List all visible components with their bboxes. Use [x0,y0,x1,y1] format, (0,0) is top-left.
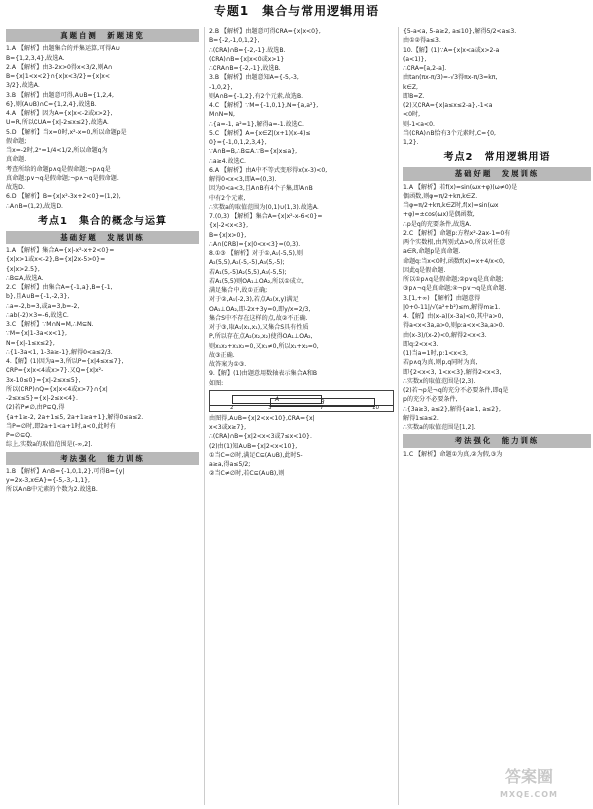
text-line: 则A∩B={-1,2},有2个元素,故选B. [209,92,304,100]
text-line: 3/2},故选A. [6,82,40,90]
text-line: ∵M={x|1-3a<x<1}, [6,330,67,338]
text-line: {x|x>1或x<-2},B={x|2x-5>0}= [6,256,106,264]
text-line: 真命题;p∨¬q是假命题;¬p∧¬q是假命题. [6,174,119,182]
text-line: 综上,实数a的取值范围是(-∞,2]. [6,441,93,449]
text-line: ②当C≠∅时,若C⊆(A∪B),则 [209,470,285,478]
text-line: b},且A∪B={-1,-2,3}, [6,293,70,301]
answer-block [403,27,591,147]
text-line: 即q:2<x<3. [403,340,439,348]
text-line: (2)由(1)知A∪B={x|2<x<10}, [209,442,298,450]
text-line: 故③正确. [209,351,235,359]
text-line: 即B=Z. [403,92,425,100]
text-line: ∴∁RA∩B={-2,-1},故选B. [209,65,281,72]
text-line: ∴p是q的充要条件,故选A. [403,220,472,228]
text-line: 1.A 【解析】集合A={x|-x²-x+2<0}= [6,247,115,255]
section-band: 真题自测 新题速览 [6,29,199,42]
text-line: 当x=-2时,2ˣ=1/4<1/2,所以命题q为 [6,147,108,154]
text-line: 4.【解】(1)因为a=3,所以P={x|4≤x≤7}, [6,358,124,366]
text-line: 如图: [209,379,224,387]
text-line: 0}={-1,0,1,2,3,4}, [209,139,267,146]
column-right [398,27,591,805]
tick-label: 3 [268,405,272,412]
text-line: ∴{a=-1, a²=1},解得a=-1.故选C. [209,120,304,128]
text-line: ∴A∩B=(1,2),故选D. [6,202,63,210]
text-line: |0+0-11|/√(a²+b²)≤m,解得m≥1. [403,303,501,311]
text-line: 假命题; [6,137,27,145]
text-line: a∈R,命题p是真命题. [403,248,461,256]
watermark-url: MXQE.COM [499,790,559,800]
text-line: B={x|1<x<2}∩{x|x<3/2}={x|x< [6,73,111,80]
text-line: ∵A∩B=B,∴B⊆A.∵B={x|x≤a}, [209,148,298,156]
text-line: 若A₁(5,-5)A₂(5,5),A₃(-5,5); [209,268,287,276]
text-line: 真命题. [6,156,27,164]
text-line: 4.A 【解析】因为A={x|x<-2或x>2}, [6,110,113,117]
section-band: 基础好题 发展训练 [403,167,591,180]
text-line: 6},则(A∪B)∩C={1,2,4},故选B. [6,100,97,108]
text-line: 偶函数,则φ=π/2+kπ,k∈Z. [403,192,478,200]
text-line: 6.D 【解析】B={x|x²-3x+2<0}=(1,2), [6,193,121,201]
text-line: 当(∁RA)∩B恰有3个元素时,C={0, [403,129,496,137]
tick-label: 7 [320,405,324,412]
text-line: 即{2<x<3, 1<x<3},解得2<x<3, [403,368,502,376]
text-line: 7.(0,3) 【解析】集合A={x|x²-x-6<0}= [209,213,323,220]
text-line: {a+1≥-2, 2a+1≤5, 2a+1≥a+1},解得0≤a≤2. [6,413,144,421]
text-line: ③p∧¬q是真命题;④¬p∨¬q是真命题. [403,285,507,293]
text-line: {x|-2<x<3}, [209,222,249,230]
text-line: 则x₁x₂+x₁x₂=0,又x₁≠0,所以x₁+x₂=0, [209,342,319,350]
text-line: 当P=∅时,即2a+1<a+1时,a<0,此时有 [6,422,116,430]
page-title: 专题1 集合与常用逻辑用语 [213,4,380,18]
text-line: OA₁⊥OA₂,即-2x+3y=0,即y/x=2/3, [209,305,311,313]
text-line: 3.B 【解析】由题意知A={-5,-3, [209,74,299,82]
answer-block [6,246,199,450]
text-line: 2.B 【解析】由题意可得∁RA={x|x<0}, [209,28,321,35]
answer-block [209,414,394,479]
text-line: y=2x-3,x∈A}={-5,-3,-1,1}, [6,477,90,485]
text-line: x<3或x≥7}, [209,424,247,431]
text-line: 1.B 【解析】A∩B={-1,0,1,2},可得B={y| [6,467,125,475]
text-line: 两个实数根,由判别式Δ>0,所以对任意 [403,239,506,247]
text-line: {x|x>2.5}, [6,265,40,273]
text-line: B={x|x>0}, [209,231,247,239]
text-line: 5.C 【解析】A={x∈Z|(x+1)(x-4)≤ [209,129,311,137]
column-left [6,27,199,805]
answer-block [403,183,591,433]
tick-label: 2 [230,405,234,412]
text-line: ∴实数a的取值范围是[1,2]. [403,424,476,432]
text-line: 满足集合中,故①正确; [209,287,268,294]
text-line: P,所以存在点A₂(x₂,x₂)使得OA₁⊥OA₂, [209,333,313,341]
text-line: ①当C=∅时,满足C⊆(A∪B),此时5- [209,451,303,459]
text-line: +φ)=±cos(ωx)是偶函数, [403,211,475,219]
text-line: ∴(∁RA)∩B={-2,-1}.故选B. [209,46,286,54]
text-line: 1.C 【解析】命题①为真,②为假,③为 [403,450,503,458]
text-line: 5.D 【解析】当x=0时,x²-x=0,所以命题p是 [6,128,127,136]
text-line: (2)若¬p是¬q的充分不必要条件,即q是 [403,387,509,395]
text-line: 解得1≤a≤2. [403,414,439,422]
text-line: B={1,2,3,4},故选A. [6,54,65,62]
text-line: B={-2,-1,0,1,2}, [209,37,260,45]
text-line: 2.A 【解析】由3-2x>0得x<3/2,则A∩ [6,63,113,71]
text-line: (∁RA)∩B={x|x<0或x>1} [209,55,285,63]
text-line: 8.①③ 【解析】对于①,A₁(-5,5),则 [209,250,303,257]
text-line: (2)又∁RA={x|a≤x≤2-a},-1<a [403,102,493,109]
text-line: -2≤x≤5}={x|-2≤x<4}. [6,395,78,403]
text-line: P=∅⊆Q. [6,432,32,440]
text-line: 3.C 【解析】∵M∩N=M,∴M⊆N. [6,321,94,329]
text-line: 所以A∩B中元素的个数为2.故选B. [6,486,98,494]
text-line: 若p∧q为真,则p,q同时为真, [403,359,478,367]
text-line: 故选D. [6,184,25,191]
text-line: 命题q:当x<0时,函数f(x)=x+4/x<0, [403,257,505,265]
text-line: 9.【解】(1)由题意用数轴表示集合A和B [209,370,318,378]
text-line: 2.C 【解析】命题p:方程x²-2ax-1=0有 [403,229,511,237]
answer-block [209,27,394,388]
text-line: 10.【解】(1)∵A={x|x<a或x>2-a [403,46,500,54]
number-axis [210,405,393,406]
column-middle [204,27,394,805]
text-line: 1,2}. [403,139,419,146]
text-line: 2.C 【解析】由集合A={-1,a},B={-1, [6,284,113,292]
number-line-figure [209,390,394,412]
text-line: 因此q是假命题. [403,266,446,274]
text-line: (2)若P≠∅,由P⊆Q,得 [6,404,65,412]
text-line: ∴∁RA=[a,2-a]. [403,65,447,72]
text-line: 4.C 【解析】∵M={-1,0,1},N={a,a²}, [209,102,319,109]
text-line: -1,0,2}, [209,83,233,91]
section-band: 考法强化 能力训练 [6,452,199,465]
site-watermark [469,765,589,803]
text-line: a≥a,得a≤5/2; [209,461,251,468]
text-line: 集合S中不存在这样的点,故②不正确. [209,314,308,322]
set-a-box: A [232,395,322,404]
text-line: ∴a≥4.故选C. [209,157,246,165]
text-line: 所以①p∧q是假命题;②p∨q是真命题; [403,276,504,284]
text-line: (a<1)}, [403,55,427,63]
text-line: 由图得,A∪B={x|2<x<10},∁RA={x| [209,414,315,422]
text-line: 4.【解】由(x-a)(x-3a)<0,其中a>0, [403,313,504,321]
text-line: {5-a<a, 5-a≥2, a≤10},解得5/2<a≤3. [403,28,517,35]
text-line: 考查所给的命题p∧q是假命题;¬p∧q是 [6,165,111,173]
text-line: ∴{1-3a<1, 1-3a≥-1},解得0<a≤2/3. [6,348,113,356]
answer-block [403,450,591,459]
topic-heading: 考点2 常用逻辑用语 [443,152,551,164]
text-line: 解得0<x<3,即A=(0,3). [209,176,277,183]
text-line: ∴a=-2,b=3,或a=3,b=-2, [6,302,80,310]
text-line: 若A₁(5,5)则OA₁⊥OA₂,所以①成立, [209,277,304,285]
text-line: ∴ab(-2)×3=-6,故选C. [6,311,69,319]
text-line: 6.A 【解析】由A中不等式变形得x(x-3)<0, [209,166,328,174]
text-line: ∁RP={x|x<4或x>7}.又Q={x|x²- [6,367,104,375]
text-line: ∴(∁RA)∩B={x|2<x<3或7≤x<10}. [209,433,312,441]
text-line: 由(x-3)/(x-2)<0,解得2<x<3. [403,331,487,339]
text-line: 3x-10≤0}={x|-2≤x≤5}, [6,376,81,384]
text-line: 则-1<a<0. [403,120,435,128]
text-line: 故答案为①③. [209,361,247,368]
text-line: 对于②,A₁(-2,3),若点A₂(x,y)满足 [209,296,299,304]
text-line: 当φ=π/2+kπ,k∈Z时,f(x)=sin(ωx [403,202,499,210]
text-line: ∴实数x的取值范围是(2,3). [403,377,476,385]
text-line: U=R,所以∁UA={x|-2≤x≤2},故选A. [6,119,109,127]
text-line: <0时, [403,111,421,119]
text-line: 3.[1,+∞) 【解析】由题意得 [403,294,481,302]
text-line: 所以(∁RP)∩Q={x|x<4或x>7}∩{x| [6,385,108,393]
section-band: 考法强化 能力训练 [403,434,591,447]
text-line: N={x|-1≤x≤2}, [6,339,55,347]
text-line: 中有2个元素, [209,194,246,202]
text-line: k∈Z, [403,83,418,91]
answer-block [6,467,199,495]
text-line: 由①②得a≤3. [403,37,441,45]
answer-block [6,44,199,211]
text-line: M∩N=N, [209,111,235,119]
text-line: ∴A∩(∁RB)={x|0<x<3}=(0,3). [209,240,301,248]
watermark-text: 答案圈 [504,767,553,786]
text-line: 由tan(πx-π/3)=-√3得πx-π/3=kπ, [403,74,498,82]
text-line: p的充分不必要条件, [403,396,458,404]
text-line: 1.A 【解析】由题集合的并集运算,可得A∪ [6,45,120,53]
text-line: 对于③,取A₁(x₁,x₁),又集合S具有性质 [209,324,309,331]
text-line: 3.B 【解析】由题意可得,A∪B={1,2,4, [6,91,114,99]
section-band: 基础好题 发展训练 [6,231,199,244]
text-line: ∴B⊆A,故选A. [6,274,44,282]
text-line: ∴实数a的取值范围为(0,1)∪(1,3).故选A. [209,203,319,211]
text-line: (1)当a=1时,p:1<x<3, [403,350,468,358]
text-line: A₂(5,5),A₂(-5,-5),A₃(5,-5); [209,259,285,267]
text-line: 因为0<a<3,且A∩B有4个子集,即A∩B [209,185,313,193]
tick-label: 10 [372,405,379,412]
set-b-box: B [270,398,375,407]
topic-heading: 考点1 集合的概念与运算 [38,215,167,227]
text-line: ∴{3a≥3, a≤2},解得{a≥1, a≤2}, [403,405,501,413]
text-line: 1.A 【解析】若f(x)=sin(ωx+φ)(ω≠0)是 [403,183,518,191]
text-line: 得a<x<3a,a>0,则p:a<x<3a,a>0. [403,322,505,330]
